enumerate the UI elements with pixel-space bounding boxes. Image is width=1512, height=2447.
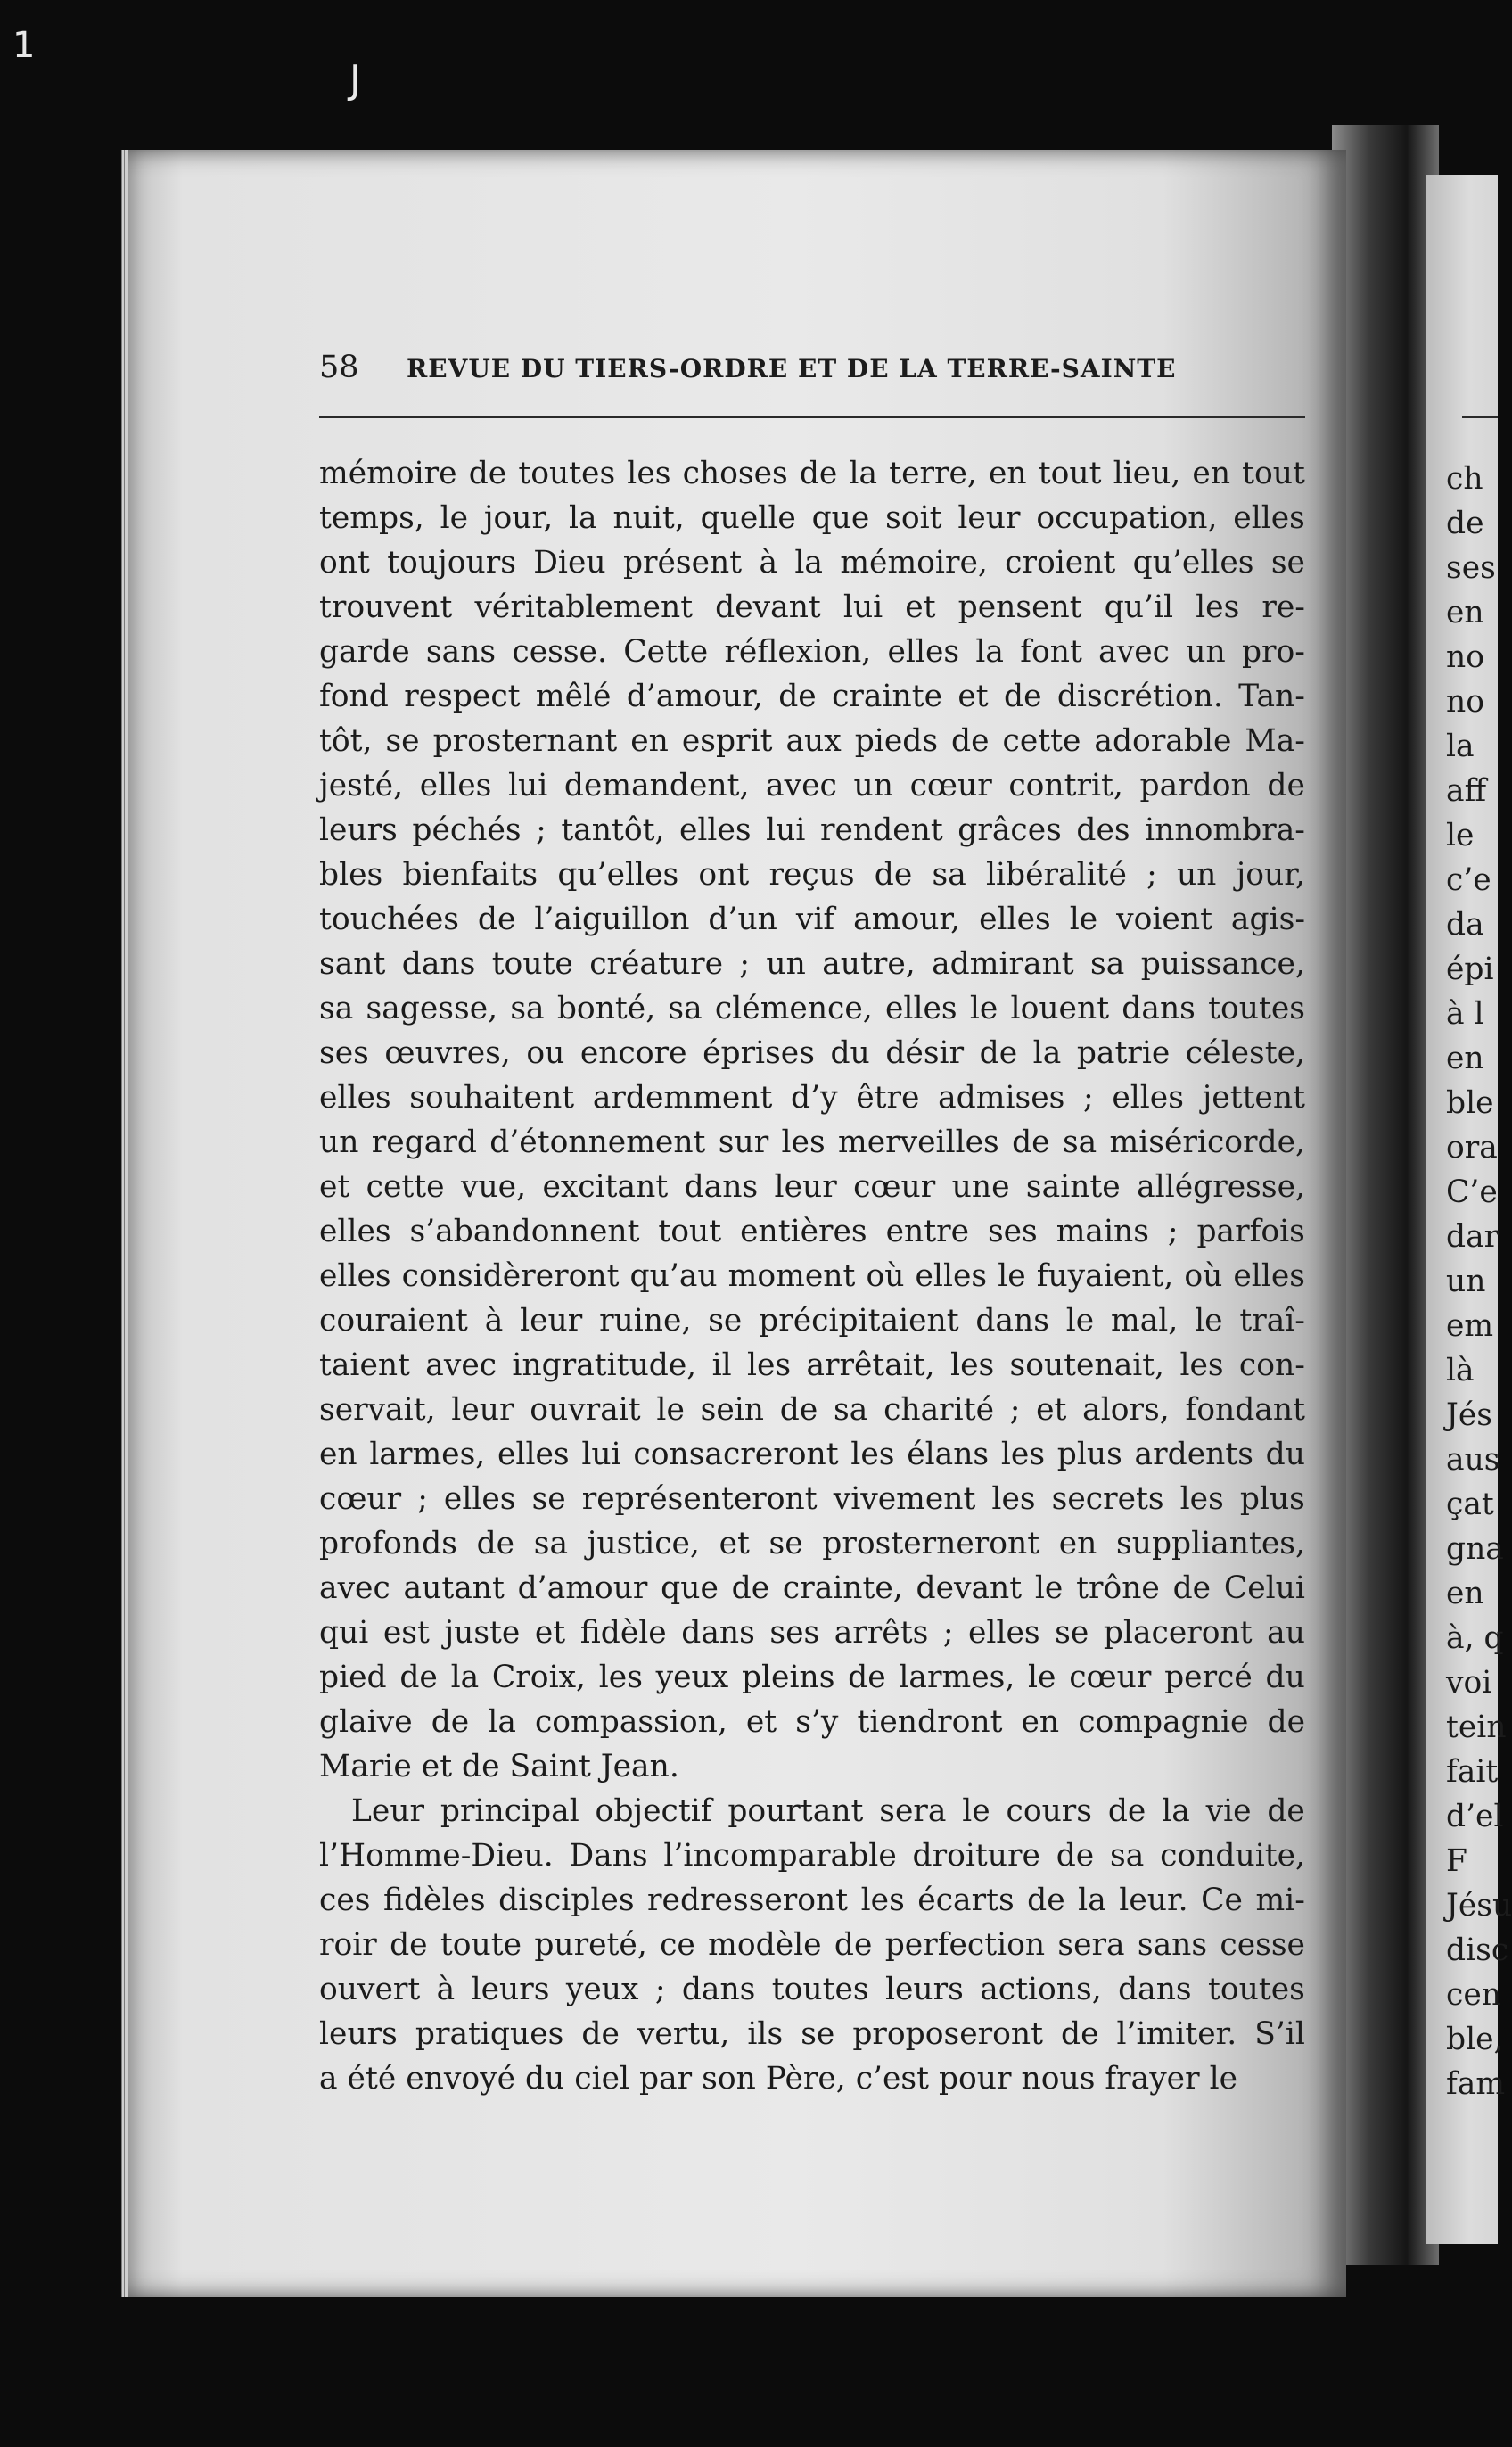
- next-page-fragment: aus: [1446, 1442, 1500, 1478]
- next-page-fragment: da: [1446, 907, 1484, 943]
- next-page-fragment: le: [1446, 818, 1475, 853]
- text-line: leurs péchés ; tantôt, elles lui rendent grâces des innombra-: [319, 812, 1305, 848]
- next-page-fragment: de: [1446, 506, 1484, 541]
- next-page-fragment: disc: [1446, 1932, 1509, 1968]
- text-line: leurs pratiques de vertu, ils se proposeront de l’imiter. S’il: [319, 2016, 1305, 2052]
- text-line: ont toujours Dieu présent à la mémoire, croient qu’elles se: [319, 545, 1305, 581]
- next-page-fragment: en: [1446, 1041, 1484, 1076]
- next-page-fragment: ses: [1446, 550, 1496, 586]
- text-line: bles bienfaits qu’elles ont reçus de sa libéralité ; un jour,: [319, 857, 1305, 893]
- next-page-fragment: la: [1446, 729, 1475, 764]
- next-page-fragment: voi: [1446, 1665, 1492, 1701]
- text-line: touchées de l’aiguillon d’un vif amour, elles le voient agis-: [319, 902, 1305, 937]
- next-page-fragment: à l: [1446, 996, 1484, 1032]
- text-line: couraient à leur ruine, se précipitaient dans le mal, le traî-: [319, 1303, 1305, 1339]
- text-line: jesté, elles lui demandent, avec un cœur contrit, pardon de: [319, 768, 1305, 803]
- running-title: REVUE DU TIERS-ORDRE ET DE LA TERRE-SAINTE: [407, 354, 1177, 383]
- running-head: [319, 350, 1305, 392]
- text-line: temps, le jour, la nuit, quelle que soit leur occupation, elles: [319, 500, 1305, 536]
- next-page-fragment: ble,: [1446, 2022, 1504, 2057]
- next-page-fragment: en: [1446, 1576, 1484, 1611]
- gutter-shadow: [1332, 125, 1439, 2265]
- text-line: mémoire de toutes les choses de la terre, en tout lieu, en tout: [319, 456, 1305, 491]
- text-line: et cette vue, excitant dans leur cœur une sainte allégresse,: [319, 1169, 1305, 1205]
- text-line: roir de toute pureté, ce modèle de perfection sera sans cesse: [319, 1927, 1305, 1963]
- text-line: Marie et de Saint Jean.: [319, 1749, 679, 1784]
- text-line: ouvert à leurs yeux ; dans toutes leurs actions, dans toutes: [319, 1972, 1305, 2007]
- next-page-fragment: d’el: [1446, 1799, 1504, 1834]
- next-page-fragment: épi: [1446, 952, 1494, 987]
- text-line: a été envoyé du ciel par son Père, c’est pour nous frayer le: [319, 2061, 1238, 2097]
- text-line: ses œuvres, ou encore éprises du désir de la patrie céleste,: [319, 1035, 1305, 1071]
- next-page-fragment: gna: [1446, 1531, 1504, 1567]
- text-line: fond respect mêlé d’amour, de crainte et de discrétion. Tan-: [319, 679, 1305, 714]
- text-line: servait, leur ouvrait le sein de sa charité ; et alors, fondant: [319, 1392, 1305, 1428]
- next-page-text: [1446, 457, 1512, 2106]
- next-page-fragment: dar: [1446, 1219, 1500, 1255]
- text-line: cœur ; elles se représenteront vivement les secrets les plus: [319, 1481, 1305, 1517]
- text-line: profonds de sa justice, et se prosterneront en suppliantes,: [319, 1526, 1305, 1561]
- text-line: taient avec ingratitude, il les arrêtait, les soutenait, les con-: [319, 1347, 1305, 1383]
- next-page-fragment: F: [1446, 1843, 1467, 1879]
- text-line: trouvent véritablement devant lui et pensent qu’il les re-: [319, 589, 1305, 625]
- text-line: sa sagesse, sa bonté, sa clémence, elles le louent dans toutes: [319, 991, 1305, 1026]
- next-page-fragment: aff: [1446, 773, 1487, 809]
- film-mark-j: J: [349, 57, 361, 103]
- text-line: Leur principal objectif pourtant sera le cours de la vie de: [351, 1793, 1305, 1829]
- next-page-fragment: à, q: [1446, 1620, 1504, 1656]
- next-page-fragment: cen: [1446, 1977, 1501, 2013]
- text-line: avec autant d’amour que de crainte, devant le trône de Celui: [319, 1570, 1305, 1606]
- text-line: qui est juste et fidèle dans ses arrêts ; elles se placeront au: [319, 1615, 1305, 1651]
- next-page-fragment: ora: [1446, 1130, 1498, 1166]
- text-line: elles considèreront qu’au moment où elles le fuyaient, où elles: [319, 1258, 1305, 1294]
- text-line: l’Homme-Dieu. Dans l’incomparable droiture de sa conduite,: [319, 1838, 1305, 1874]
- next-page-fragment: ble: [1446, 1085, 1494, 1121]
- text-line: elles s’abandonnent tout entières entre ses mains ; parfois: [319, 1214, 1305, 1249]
- text-line: elles souhaitent ardemment d’y être admises ; elles jettent: [319, 1080, 1305, 1116]
- film-mark-1: 1: [12, 25, 36, 66]
- next-page-fragment: çat: [1446, 1487, 1494, 1522]
- text-line: ces fidèles disciples redresseront les écarts de la leur. Ce mi-: [319, 1883, 1305, 1918]
- next-page-fragment: no: [1446, 684, 1484, 720]
- body-text: [319, 451, 1305, 2101]
- next-page-fragment: Jésu: [1446, 1888, 1512, 1924]
- next-page-fragment: C’e: [1446, 1174, 1498, 1210]
- next-page-fragment: em: [1446, 1308, 1494, 1344]
- next-page-fragment: fam: [1446, 2066, 1506, 2102]
- next-page-fragment: en: [1446, 595, 1484, 630]
- next-page-fragment: là: [1446, 1353, 1475, 1388]
- page-edge: [121, 150, 128, 2297]
- next-page-fragment: fait: [1446, 1754, 1499, 1790]
- text-line: tôt, se prosternant en esprit aux pieds de cette adorable Ma-: [319, 723, 1305, 759]
- next-page-rule: [1462, 416, 1498, 418]
- next-page-fragment: Jés: [1446, 1397, 1492, 1433]
- next-page-fragment: no: [1446, 639, 1484, 675]
- text-line: glaive de la compassion, et s’y tiendront en compagnie de: [319, 1704, 1305, 1740]
- text-line: pied de la Croix, les yeux pleins de larmes, le cœur percé du: [319, 1660, 1305, 1695]
- text-line: un regard d’étonnement sur les merveilles de sa miséricorde,: [319, 1125, 1305, 1160]
- text-line: sant dans toute créature ; un autre, admirant sa puissance,: [319, 946, 1305, 982]
- header-rule: [319, 416, 1305, 418]
- page-number: 58: [319, 350, 359, 385]
- next-page-fragment: ch: [1446, 461, 1483, 497]
- text-line: en larmes, elles lui consacreront les élans les plus ardents du: [319, 1437, 1305, 1472]
- next-page-fragment: c’e: [1446, 862, 1491, 898]
- text-line: garde sans cesse. Cette réflexion, elles la font avec un pro-: [319, 634, 1305, 670]
- next-page-fragment: un: [1446, 1264, 1486, 1299]
- next-page-fragment: tein: [1446, 1710, 1507, 1745]
